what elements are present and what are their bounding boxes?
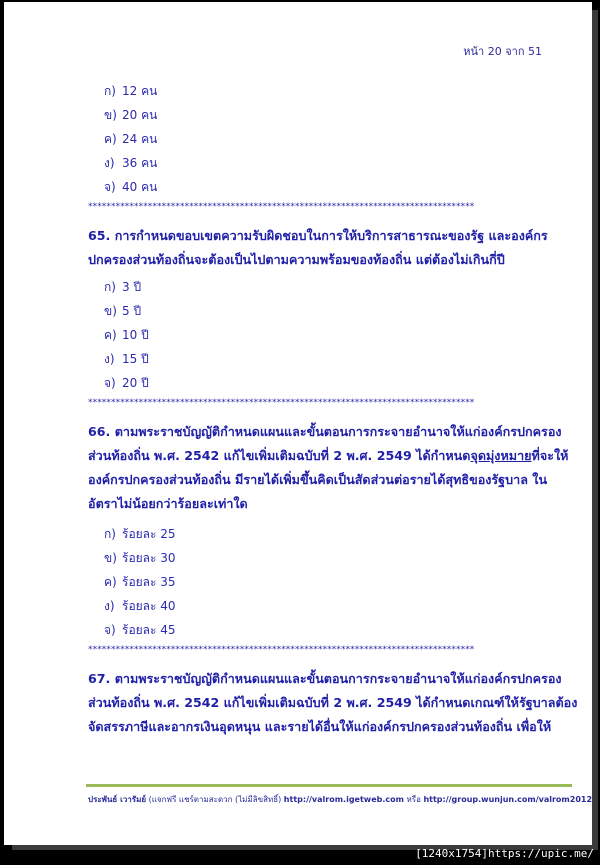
choice-66-e: จ) ร้อยละ 45 <box>104 623 176 637</box>
choice-65-c: ค) 10 ปี <box>104 328 149 342</box>
separator: ************************************************************************************ <box>88 645 475 655</box>
footer <box>88 793 592 806</box>
question-67-line-1: 67. ตามพระราชบัญญัติกำหนดแผนและขั้นตอนการกระจายอำนาจให้แก่องค์กรปกครอง <box>88 671 562 686</box>
choice-prev-c: ค) 24 คน <box>104 132 158 146</box>
choice-65-d: ง) 15 ปี <box>104 352 149 366</box>
question-67 <box>88 667 578 739</box>
underlined-keyword: จุดมุ่งหมาย <box>470 448 532 463</box>
footer-link-2[interactable]: http://group.wunjun.com/valrom2012 <box>423 795 593 804</box>
choice-66-a: ก) ร้อยละ 25 <box>104 527 176 541</box>
choice-65-e: จ) 20 ปี <box>104 376 149 390</box>
choice-66-c: ค) ร้อยละ 35 <box>104 575 176 589</box>
page-indicator: หน้า 20 จาก 51 <box>463 45 542 58</box>
question-66-line-2: ส่วนท้องถิ่น พ.ศ. 2542 แก้ไขเพิ่มเติมฉบับที่ 2 พ.ศ. 2549 ได้กำหนดจุดมุ่งหมายที่จะให้ <box>88 448 569 463</box>
footer-link-1[interactable]: http://valrom.igetweb.com <box>283 795 404 804</box>
choice-65-a: ก) 3 ปี <box>104 280 142 294</box>
question-65-line-1: 65. การกำหนดขอบเขตความรับผิดชอบในการให้บริการสาธารณะของรัฐ และองค์กร <box>88 228 548 243</box>
question-65-line-2: ปกครองส่วนท้องถิ่นจะต้องเป็นไปตามความพร้อมของท้องถิ่น แต่ต้องไม่เกินกี่ปี <box>88 252 505 267</box>
footer-author: ประพันธ์ เวารัมย์ <box>88 795 147 804</box>
question-67-line-3: จัดสรรภาษีและอากรเงินอุดหนุน และรายได้อื่นให้แก่องค์กรปกครองส่วนท้องถิ่น เพื่อให้ <box>88 719 552 734</box>
question-67-line-2: ส่วนท้องถิ่น พ.ศ. 2542 แก้ไขเพิ่มเติมฉบับที่ 2 พ.ศ. 2549 ได้กำหนดเกณฑ์ให้รัฐบาลต้อง <box>88 695 578 710</box>
footer-note: (แจกฟรี แชร์ตามสะดวก (ไม่มีลิขสิทธิ์) <box>148 795 282 804</box>
choice-prev-d: ง) 36 คน <box>104 156 158 170</box>
choice-prev-e: จ) 40 คน <box>104 180 158 194</box>
question-65 <box>88 224 572 272</box>
separator: ************************************************************************************ <box>88 202 475 212</box>
footer-or: หรือ <box>406 795 421 804</box>
choice-prev-a: ก) 12 คน <box>104 84 158 98</box>
question-66-line-4: อัตราไม่น้อยกว่าร้อยละเท่าใด <box>88 496 248 511</box>
question-66-line-3: องค์กรปกครองส่วนท้องถิ่น มีรายได้เพิ่มขึ้นคิดเป็นสัดส่วนต่อรายได้สุทธิของรัฐบาล ใน <box>88 472 548 487</box>
footer-divider <box>86 784 572 787</box>
choice-65-b: ข) 5 ปี <box>104 304 142 318</box>
question-66-line-1: 66. ตามพระราชบัญญัติกำหนดแผนและขั้นตอนการกระจายอำนาจให้แก่องค์กรปกครอง <box>88 424 562 439</box>
choice-66-d: ง) ร้อยละ 40 <box>104 599 176 613</box>
question-66 <box>88 420 572 516</box>
choice-66-b: ข) ร้อยละ 30 <box>104 551 176 565</box>
choice-prev-b: ข) 20 คน <box>104 108 158 122</box>
separator: ************************************************************************************ <box>88 398 475 408</box>
page-shadow-right <box>592 10 598 850</box>
image-watermark: [1240x1754]https://upic.me/ <box>415 847 594 860</box>
